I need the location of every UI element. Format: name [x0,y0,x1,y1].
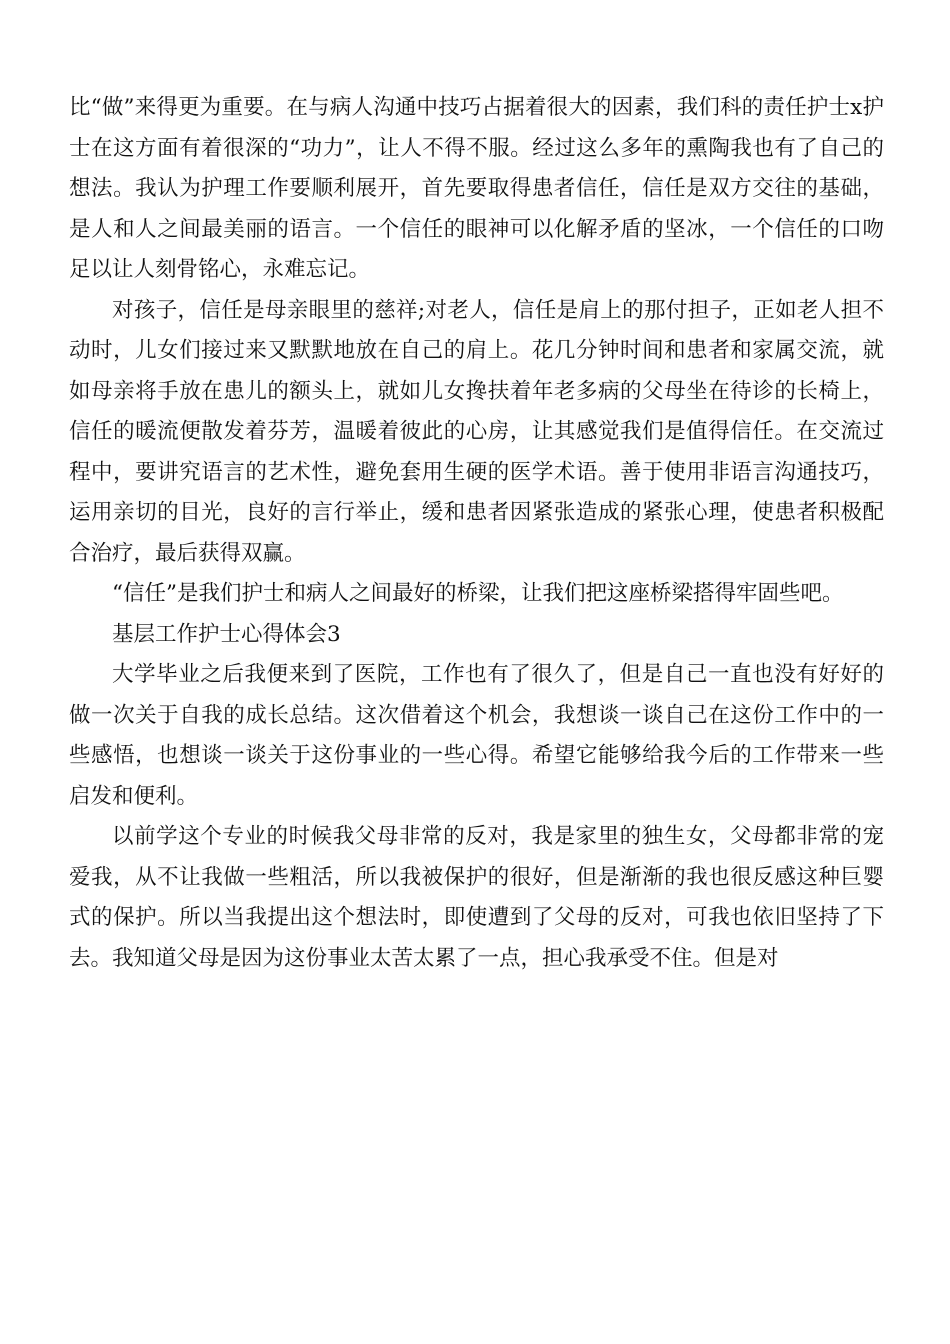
paragraph-4: 大学毕业之后我便来到了医院，工作也有了很久了，但是自己一直也没有好好的做一次关于自我的成长总结。这次借着这个机会，我想谈一谈自己在这份工作中的一些感悟，也想谈一谈关于这份事业的一些心得。希望它能够给我今后的工作带来一些启发和便利。 [69,662,884,809]
paragraph-1: 比“做”来得更为重要。在与病人沟通中技巧占据着很大的因素，我们科的责任护士x护士在这方面有着很深的“功力”，让人不得不服。经过这么多年的熏陶我也有了自己的想法。我认为护理工作要顺利展开，首先要取得患者信任，信任是双方交往的基础，是人和人之间最美丽的语言。一个信任的眼神可以化解矛盾的坚冰，一个信任的口吻足以让人刻骨铭心，永难忘记。 [69,95,884,282]
section-heading: 基层工作护士心得体会3 [112,621,341,647]
document-page [69,88,884,979]
paragraph-2: 对孩子，信任是母亲眼里的慈祥;对老人，信任是肩上的那付担子，正如老人担不动时，儿女们接过来又默默地放在自己的肩上。花几分钟时间和患者和家属交流，就如母亲将手放在患儿的额头上，就如儿女搀扶着年老多病的父母坐在待诊的长椅上，信任的暖流便散发着芬芳，温暖着彼此的心房，让其感觉我们是值得信任。在交流过程中，要讲究语言的艺术性，避免套用生硬的医学术语。善于使用非语言沟通技巧，运用亲切的目光，良好的言行举止，缓和患者因紧张造成的紧张心理，使患者积极配合治疗，最后获得双赢。 [69,297,884,566]
paragraph-3: “信任”是我们护士和病人之间最好的桥梁，让我们把这座桥梁搭得牢固些吧。 [112,581,844,606]
paragraph-5: 以前学这个专业的时候我父母非常的反对，我是家里的独生女，父母都非常的宠爱我，从不让我做一些粗活，所以我被保护的很好，但是渐渐的我也很反感这种巨婴式的保护。所以当我提出这个想法时，即使遭到了父母的反对，可我也依旧坚持了下去。我知道父母是因为这份事业太苦太累了一点，担心我承受不住。但是对 [69,824,884,971]
